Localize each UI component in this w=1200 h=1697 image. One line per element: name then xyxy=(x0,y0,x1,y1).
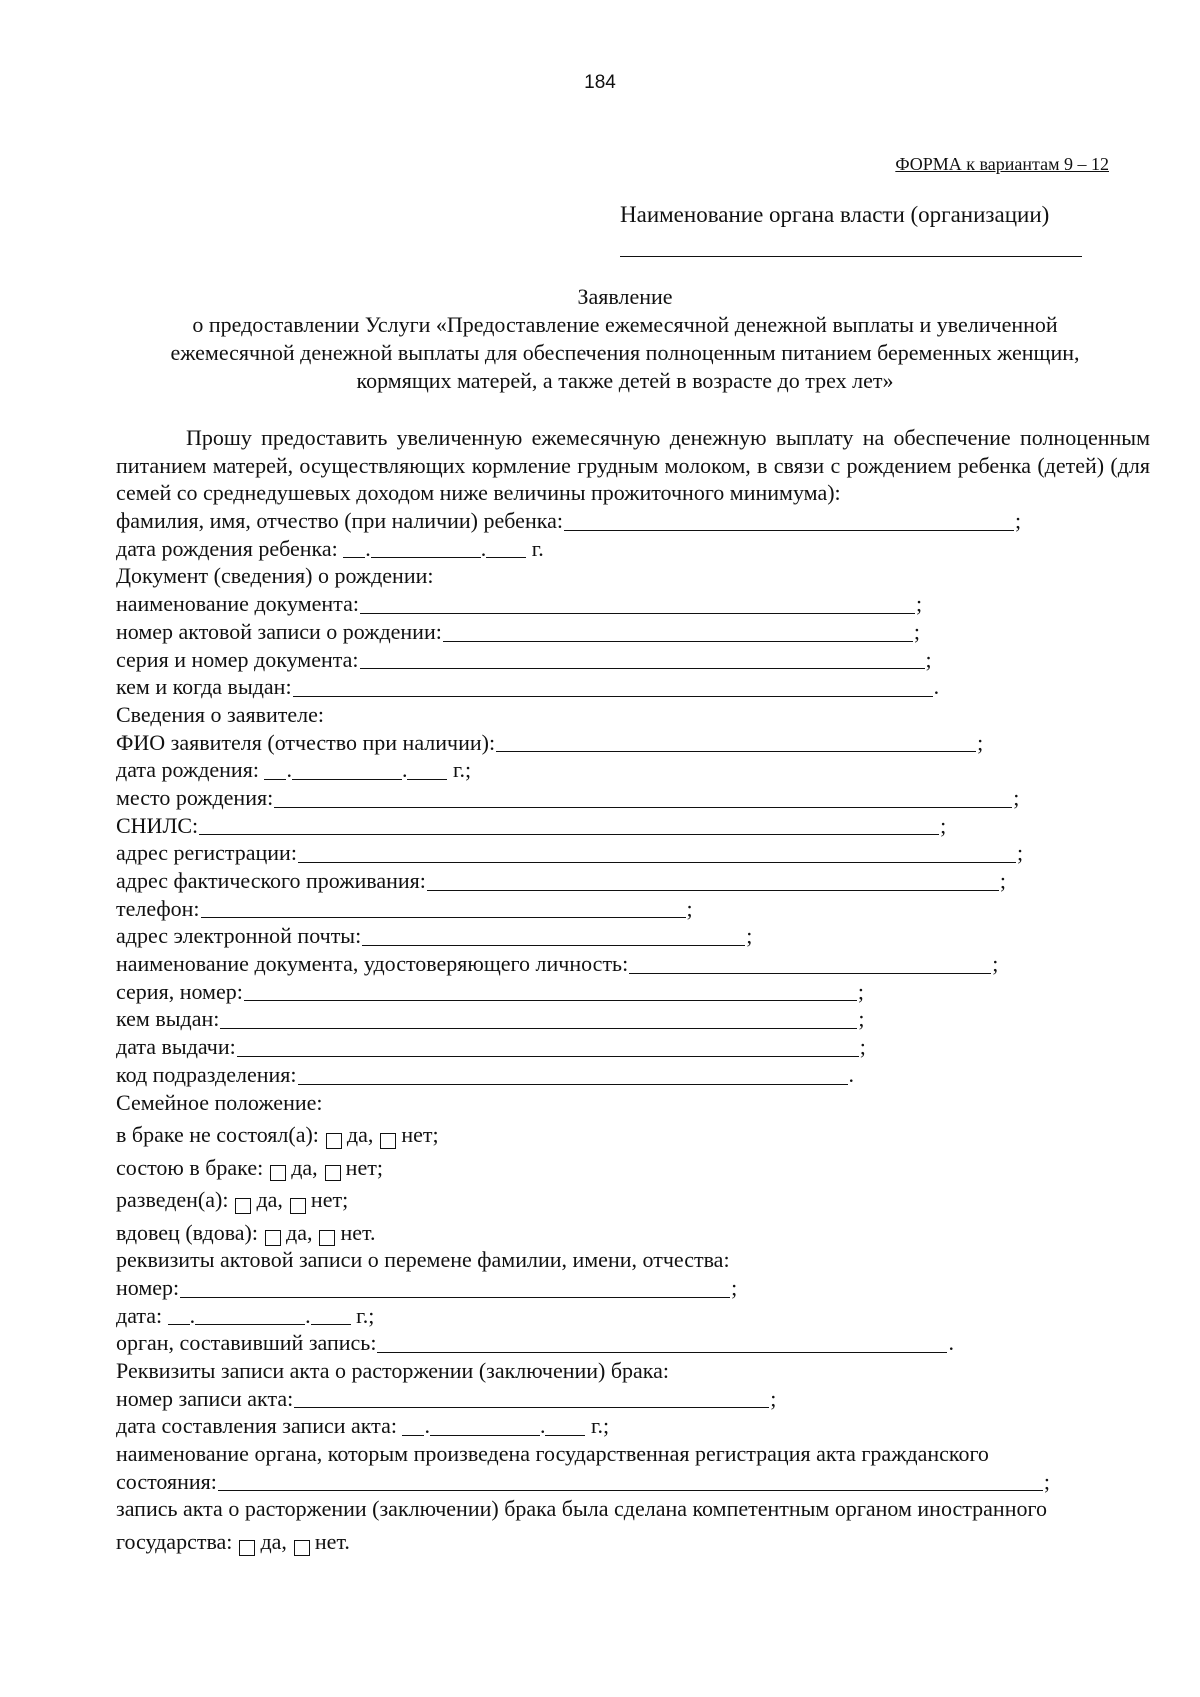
row-terminator: ; xyxy=(992,951,999,977)
marital-header xyxy=(116,1089,1150,1117)
title-line-3: ежемесячной денежной выплаты для обеспечения полноценным питанием беременных женщин, xyxy=(170,340,1080,365)
reg-address-row xyxy=(116,839,1150,867)
never-married-no-checkbox[interactable] xyxy=(380,1133,396,1149)
act-date-month-field[interactable] xyxy=(430,1415,540,1436)
never-married-row xyxy=(116,1116,1150,1149)
never-married-label: в браке не состоял(а): xyxy=(116,1122,319,1148)
year-suffix: г.; xyxy=(356,1302,375,1328)
no-option-label: нет. xyxy=(340,1219,376,1245)
widowed-no-checkbox[interactable] xyxy=(319,1230,335,1246)
applicant-dob-month-field[interactable] xyxy=(292,759,402,780)
actual-address-row xyxy=(116,867,1150,895)
birth-place-field[interactable] xyxy=(274,787,1012,808)
issued-by-when-field[interactable] xyxy=(293,676,933,697)
id-series-label: серия, номер: xyxy=(116,978,243,1004)
id-issue-date-label: дата выдачи: xyxy=(116,1034,236,1060)
yes-option-label: да, xyxy=(260,1528,287,1554)
id-dept-code-label: код подразделения: xyxy=(116,1061,297,1087)
birth-doc-header xyxy=(116,562,1150,590)
applicant-name-field[interactable] xyxy=(496,731,976,752)
registrar-field[interactable] xyxy=(218,1470,1043,1491)
phone-row xyxy=(116,895,1150,923)
divorced-label: разведен(а): xyxy=(116,1187,229,1213)
row-terminator: ; xyxy=(1043,1468,1051,1494)
divorced-yes-checkbox[interactable] xyxy=(235,1198,251,1214)
marriage-header-label: Реквизиты записи акта о расторжении (заключении) брака: xyxy=(116,1357,670,1383)
email-label: адрес электронной почты: xyxy=(116,923,362,949)
registrar-label-1: наименование органа, которым произведена государственная регистрация акта гражданского xyxy=(116,1441,989,1467)
child-dob-day-field[interactable] xyxy=(343,537,365,558)
title-line-2: о предоставлении Услуги «Предоставление ежемесячной денежной выплаты и увеличенной xyxy=(192,312,1058,337)
row-terminator: ; xyxy=(940,812,947,838)
authority-label: Наименование органа власти (организации) xyxy=(620,202,1050,227)
row-terminator: . xyxy=(848,1061,855,1087)
row-terminator: ; xyxy=(999,868,1006,894)
phone-field[interactable] xyxy=(201,897,686,918)
doc-series-field[interactable] xyxy=(360,648,925,669)
nc-date-label: дата: xyxy=(116,1302,163,1328)
married-label: состою в браке: xyxy=(116,1154,264,1180)
email-field[interactable] xyxy=(362,925,745,946)
child-name-field[interactable] xyxy=(564,510,1014,531)
row-terminator: ; xyxy=(731,1274,738,1300)
applicant-name-label: ФИО заявителя (отчество при наличии): xyxy=(116,729,496,755)
year-suffix: г.; xyxy=(452,757,472,783)
married-row xyxy=(116,1149,1150,1182)
child-dob-row: дата рождения ребенка: . . г. xyxy=(116,535,544,561)
applicant-header xyxy=(116,701,1150,729)
document-title xyxy=(110,283,1140,395)
act-number-row xyxy=(116,1385,1150,1413)
foreign-no-checkbox[interactable] xyxy=(294,1540,310,1556)
id-issue-date-row xyxy=(116,1033,1150,1061)
row-terminator: ; xyxy=(977,729,984,755)
authority-field[interactable] xyxy=(620,256,1082,257)
row-terminator: ; xyxy=(859,1034,866,1060)
no-option-label: нет. xyxy=(314,1528,350,1554)
marriage-header xyxy=(116,1357,1150,1385)
intro-paragraph: Прошу предоставить увеличенную ежемесячную денежную выплату на обеспечение полноценным питанием матерей, осуществляющих кормление грудным молоком, в связи с рождением ребенка (детей) (для семей со среднедушевых доходом ниже величины прожиточного минимума): xyxy=(116,425,1150,506)
act-record-field[interactable] xyxy=(443,621,913,642)
phone-label: телефон: xyxy=(116,895,200,921)
foreign-row-2 xyxy=(116,1523,1150,1556)
row-terminator: ; xyxy=(858,1006,865,1032)
foreign-label-1: запись акта о расторжении (заключении) брака была сделана компетентным органом иностранного xyxy=(116,1496,1047,1522)
nc-date-year-field[interactable] xyxy=(311,1304,351,1325)
id-doc-name-label: наименование документа, удостоверяющего личность: xyxy=(116,951,629,977)
id-series-field[interactable] xyxy=(244,980,857,1001)
id-issued-by-row xyxy=(116,1005,1150,1033)
birth-doc-header-label: Документ (сведения) о рождении: xyxy=(116,563,434,589)
reg-address-label: адрес регистрации: xyxy=(116,840,297,866)
doc-name-row xyxy=(116,590,1150,618)
registrar-row-2 xyxy=(116,1468,1150,1496)
reg-address-field[interactable] xyxy=(298,842,1016,863)
year-suffix: г.; xyxy=(590,1413,610,1439)
applicant-dob-year-field[interactable] xyxy=(407,759,447,780)
year-suffix: г. xyxy=(531,535,544,561)
id-dept-code-row xyxy=(116,1061,1150,1089)
page-number: 184 xyxy=(584,72,616,93)
yes-option-label: да, xyxy=(291,1154,318,1180)
act-record-row xyxy=(116,618,1150,646)
widowed-row xyxy=(116,1214,1150,1247)
nc-authority-field[interactable] xyxy=(377,1332,947,1353)
nc-number-label: номер: xyxy=(116,1274,180,1300)
act-date-label: дата составления записи акта: xyxy=(116,1413,397,1439)
divorced-no-checkbox[interactable] xyxy=(290,1198,306,1214)
birth-place-label: место рождения: xyxy=(116,784,274,810)
act-date-row: дата составления записи акта: . . г.; xyxy=(116,1413,610,1439)
actual-address-label: адрес фактического проживания: xyxy=(116,868,426,894)
act-number-label: номер записи акта: xyxy=(116,1385,294,1411)
doc-name-field[interactable] xyxy=(360,593,915,614)
id-issue-date-field[interactable] xyxy=(237,1036,859,1057)
form-body xyxy=(116,424,1150,1556)
child-name-row xyxy=(116,507,1150,535)
row-terminator: ; xyxy=(686,895,693,921)
snils-field[interactable] xyxy=(199,814,939,835)
applicant-dob-day-field[interactable] xyxy=(264,759,286,780)
never-married-yes-checkbox[interactable] xyxy=(326,1133,342,1149)
married-yes-checkbox[interactable] xyxy=(270,1165,286,1181)
actual-address-field[interactable] xyxy=(427,870,999,891)
nc-number-row xyxy=(116,1274,1150,1302)
doc-series-label: серия и номер документа: xyxy=(116,646,359,672)
row-terminator: ; xyxy=(913,618,920,644)
row-terminator: ; xyxy=(1014,508,1022,534)
registrar-row-1 xyxy=(116,1440,1150,1468)
divorced-row xyxy=(116,1181,1150,1214)
act-number-field[interactable] xyxy=(294,1387,769,1408)
widowed-yes-checkbox[interactable] xyxy=(265,1230,281,1246)
nc-authority-row xyxy=(116,1329,1150,1357)
no-option-label: нет; xyxy=(345,1154,383,1180)
id-dept-code-field[interactable] xyxy=(298,1064,848,1085)
no-option-label: нет; xyxy=(401,1122,439,1148)
id-issued-by-label: кем выдан: xyxy=(116,1006,220,1032)
foreign-label-2: государства: xyxy=(116,1528,233,1554)
child-dob-month-field[interactable] xyxy=(371,537,481,558)
title-line-4: кормящих матерей, а также детей в возрасте до трех лет» xyxy=(356,368,894,393)
email-row xyxy=(116,922,1150,950)
act-date-day-field[interactable] xyxy=(402,1415,424,1436)
row-terminator: ; xyxy=(1013,784,1020,810)
id-doc-name-row xyxy=(116,950,1150,978)
id-issued-by-field[interactable] xyxy=(220,1008,857,1029)
issued-by-when-row xyxy=(116,673,1150,701)
snils-label: СНИЛС: xyxy=(116,812,199,838)
row-terminator: ; xyxy=(1016,840,1024,866)
widowed-label: вдовец (вдова): xyxy=(116,1219,258,1245)
child-dob-year-field[interactable] xyxy=(486,537,526,558)
nc-date-row: дата: . . г.; xyxy=(116,1302,375,1328)
name-change-header-label: реквизиты актовой записи о перемене фамилии, имени, отчества: xyxy=(116,1247,730,1273)
applicant-header-label: Сведения о заявителе: xyxy=(116,701,325,727)
no-option-label: нет; xyxy=(310,1187,349,1213)
nc-authority-label: орган, составивший запись: xyxy=(116,1330,377,1356)
yes-option-label: да, xyxy=(256,1187,283,1213)
yes-option-label: да, xyxy=(346,1122,374,1148)
child-name-label: фамилия, имя, отчество (при наличии) ребенка: xyxy=(116,508,563,534)
form-reference: ФОРМА к вариантам 9 – 12 xyxy=(895,154,1109,174)
foreign-yes-checkbox[interactable] xyxy=(239,1540,255,1556)
nc-number-field[interactable] xyxy=(180,1277,730,1298)
snils-row xyxy=(116,812,1150,840)
birth-place-row xyxy=(116,784,1150,812)
issued-by-when-label: кем и когда выдан: xyxy=(116,674,292,700)
foreign-row-1 xyxy=(116,1495,1150,1523)
row-terminator: ; xyxy=(770,1385,777,1411)
id-series-row xyxy=(116,978,1150,1006)
married-no-checkbox[interactable] xyxy=(325,1165,341,1181)
row-terminator: ; xyxy=(915,591,923,617)
row-terminator: . xyxy=(948,1330,954,1356)
doc-series-row xyxy=(116,646,1150,674)
row-terminator: ; xyxy=(746,923,753,949)
row-terminator: ; xyxy=(857,978,864,1004)
marital-header-label: Семейное положение: xyxy=(116,1089,323,1115)
registrar-label-2: состояния: xyxy=(116,1468,217,1494)
row-terminator: . xyxy=(933,674,940,700)
act-record-label: номер актовой записи о рождении: xyxy=(116,618,442,644)
nc-date-day-field[interactable] xyxy=(168,1304,190,1325)
doc-name-label: наименование документа: xyxy=(116,591,359,617)
act-date-year-field[interactable] xyxy=(545,1415,585,1436)
applicant-dob-label: дата рождения: xyxy=(116,757,259,783)
child-dob-label: дата рождения ребенка: xyxy=(116,535,338,561)
title-line-1: Заявление xyxy=(577,284,673,309)
id-doc-name-field[interactable] xyxy=(629,953,991,974)
applicant-dob-row: дата рождения: . . г.; xyxy=(116,757,472,783)
yes-option-label: да, xyxy=(286,1219,313,1245)
nc-date-month-field[interactable] xyxy=(195,1304,305,1325)
row-terminator: ; xyxy=(925,646,932,672)
name-change-header xyxy=(116,1246,1150,1274)
applicant-name-row xyxy=(116,729,1150,757)
